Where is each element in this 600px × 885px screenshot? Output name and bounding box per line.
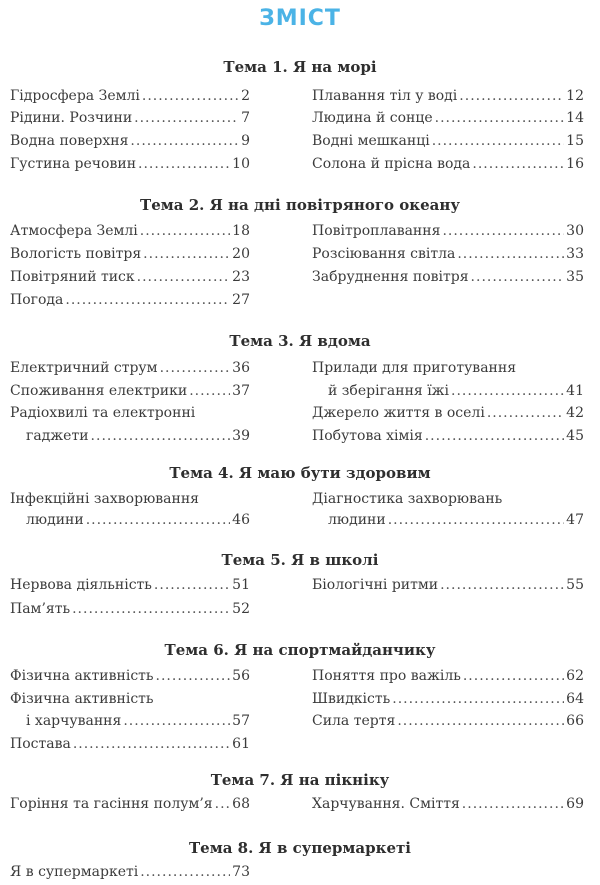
- page-number: 7: [241, 110, 250, 126]
- toc-entry[interactable]: і харчування ..... 57: [26, 711, 250, 731]
- topic-heading: Тема 6. Я на спортмайданчику: [164, 641, 436, 659]
- toc-entry[interactable]: Повітроплавання ..... 30: [312, 221, 584, 241]
- page-number: 42: [566, 405, 584, 421]
- toc-entry[interactable]: Водна поверхня ..... 9: [10, 131, 250, 151]
- toc-entry[interactable]: Солона й прісна вода ..... 16: [312, 154, 584, 174]
- page-number: 68: [232, 796, 250, 812]
- toc-entry[interactable]: Нервова діяльність ..... 51: [10, 575, 250, 595]
- toc-entry[interactable]: Вологість повітря ..... 20: [10, 244, 250, 264]
- toc-entry[interactable]: Розсіювання світла ..... 33: [312, 244, 584, 264]
- toc-entry-first-line[interactable]: Прилади для приготування: [312, 360, 517, 376]
- page-number: 37: [232, 383, 250, 399]
- toc-entry[interactable]: Повітряний тиск ..... 23: [10, 267, 250, 287]
- topic-heading: Тема 4. Я маю бути здоровим: [169, 464, 431, 482]
- toc-entry[interactable]: Гідросфера Землі ..... 2: [10, 86, 250, 106]
- page-number: 12: [566, 88, 584, 104]
- toc-entry[interactable]: Погода ..... 27: [10, 290, 250, 310]
- topic-heading: Тема 1. Я на морі: [223, 58, 377, 76]
- page-number: 2: [241, 88, 250, 104]
- page-number: 69: [566, 796, 584, 812]
- page-number: 36: [232, 360, 250, 376]
- page-number: 73: [232, 864, 250, 880]
- page-number: 14: [566, 110, 584, 126]
- page-number: 27: [232, 292, 250, 308]
- page-number: 41: [566, 383, 584, 399]
- topic-heading: Тема 2. Я на дні повітряного океану: [140, 196, 460, 214]
- page-number: 16: [566, 156, 584, 172]
- toc-entry[interactable]: Рідини. Розчини ..... 7: [10, 108, 250, 128]
- page-number: 35: [566, 269, 584, 285]
- toc-entry[interactable]: Побутова хімія ..... 45: [312, 426, 584, 446]
- page-number: 56: [232, 668, 250, 684]
- toc-entry[interactable]: Людина й сонце ..... 14: [312, 108, 584, 128]
- page-number: 66: [566, 713, 584, 729]
- topic-heading: Тема 8. Я в супермаркеті: [188, 839, 411, 857]
- toc-entry-first-line[interactable]: Фізична активність: [10, 691, 154, 707]
- topic-heading: Тема 7. Я на пікніку: [210, 771, 390, 789]
- page-number: 33: [566, 246, 584, 262]
- toc-entry[interactable]: Джерело життя в оселі ..... 42: [312, 403, 584, 423]
- page-number: 47: [566, 512, 584, 528]
- topic-heading: Тема 3. Я вдома: [229, 332, 371, 350]
- page-number: 18: [232, 223, 250, 239]
- page-number: 20: [232, 246, 250, 262]
- page-number: 51: [232, 577, 250, 593]
- toc-entry[interactable]: Плавання тіл у воді ..... 12: [312, 86, 584, 106]
- toc-entry[interactable]: Густина речовин ..... 10: [10, 154, 250, 174]
- page-number: 23: [232, 269, 250, 285]
- page-number: 61: [232, 736, 250, 752]
- toc-entry[interactable]: Електричний струм ..... 36: [10, 358, 250, 378]
- page-title: ЗМІСТ: [259, 6, 341, 31]
- toc-entry[interactable]: Споживання електрики ..... 37: [10, 381, 250, 401]
- toc-entry[interactable]: людини ..... 47: [328, 510, 584, 530]
- toc-entry-first-line[interactable]: Діагностика захворювань: [312, 491, 503, 507]
- page-number: 57: [232, 713, 250, 729]
- toc-entry[interactable]: й зберігання їжі ..... 41: [328, 381, 584, 401]
- toc-entry[interactable]: Фізична активність ..... 56: [10, 666, 250, 686]
- toc-entry[interactable]: Водні мешканці ..... 15: [312, 131, 584, 151]
- page-number: 64: [566, 691, 584, 707]
- page-number: 45: [566, 428, 584, 444]
- toc-entry-first-line[interactable]: Радіохвилі та електронні: [10, 405, 196, 421]
- page-number: 10: [232, 156, 250, 172]
- toc-entry[interactable]: гаджети ..... 39: [26, 426, 250, 446]
- toc-entry[interactable]: Біологічні ритми ..... 55: [312, 575, 584, 595]
- page-number: 30: [566, 223, 584, 239]
- page-number: 39: [232, 428, 250, 444]
- toc-entry[interactable]: Забруднення повітря ..... 35: [312, 267, 584, 287]
- toc-entry[interactable]: людини ..... 46: [26, 510, 250, 530]
- page-number: 15: [566, 133, 584, 149]
- toc-entry[interactable]: Горіння та гасіння полум’я ..... 68: [10, 794, 250, 814]
- toc-entry[interactable]: Пам’ять ..... 52: [10, 599, 250, 619]
- toc-entry[interactable]: Атмосфера Землі ..... 18: [10, 221, 250, 241]
- page-number: 52: [232, 601, 250, 617]
- page-number: 62: [566, 668, 584, 684]
- toc-entry[interactable]: Швидкість ..... 64: [312, 689, 584, 709]
- topic-heading: Тема 5. Я в школі: [221, 551, 379, 569]
- toc-entry[interactable]: Поняття про важіль ..... 62: [312, 666, 584, 686]
- toc-entry[interactable]: Сила тертя ..... 66: [312, 711, 584, 731]
- page-number: 46: [232, 512, 250, 528]
- toc-entry-first-line[interactable]: Інфекційні захворювання: [10, 491, 199, 507]
- toc-entry[interactable]: Постава ..... 61: [10, 734, 250, 754]
- toc-entry[interactable]: Я в супермаркеті ..... 73: [10, 862, 250, 882]
- page-number: 55: [566, 577, 584, 593]
- page-number: 9: [241, 133, 250, 149]
- toc-entry[interactable]: Харчування. Сміття ..... 69: [312, 794, 584, 814]
